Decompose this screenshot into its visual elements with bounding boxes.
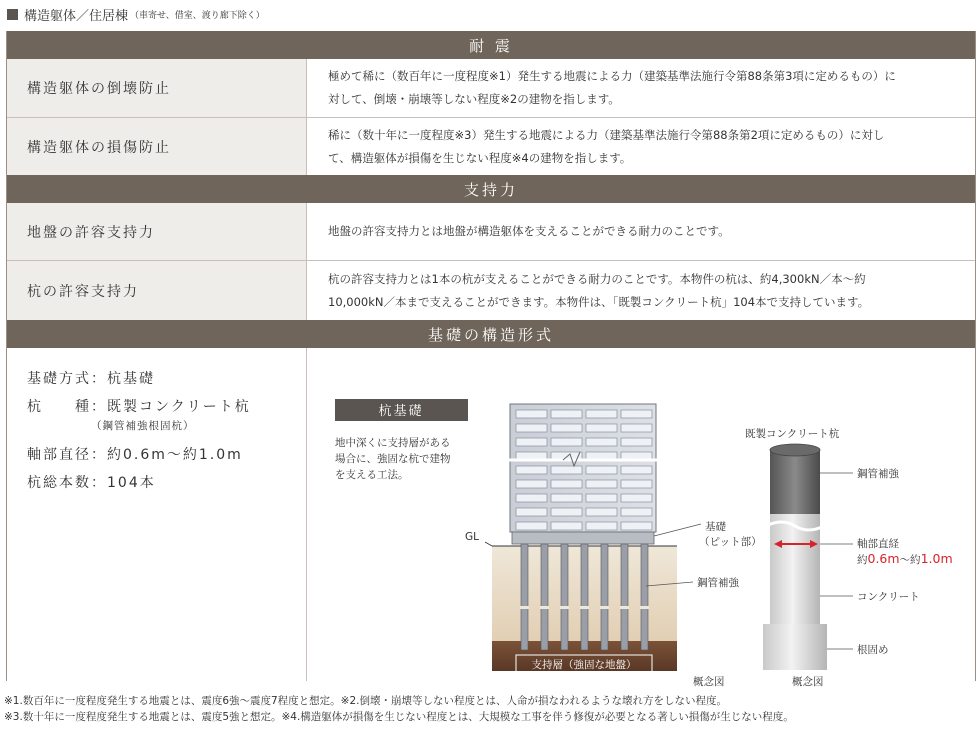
spec-table <box>6 31 976 688</box>
window <box>551 494 582 502</box>
row-label-ground-capacity <box>7 203 307 260</box>
row-label-collapse-prevention <box>7 59 307 117</box>
section-title-taishin: 耐 震 <box>469 36 513 55</box>
footnote-line: ※1.数百年に一度程度発生する地震とは、震度6強〜震度7程度と想定。※2.倒壊・崩壊等しない程度とは、人命が損なわれるような壊れ方をしない程度。 <box>4 695 727 707</box>
spec-pile-type: 杭 種：既製コンクリート杭 <box>27 399 251 415</box>
window <box>586 508 617 516</box>
pile-break-mark <box>640 606 649 609</box>
window <box>621 410 652 418</box>
pile <box>621 544 628 650</box>
section-title-kiso: 基礎の構造形式 <box>427 325 554 344</box>
row-desc-ground-capacity <box>308 203 975 260</box>
window <box>621 508 652 516</box>
window <box>586 466 617 474</box>
window <box>551 480 582 488</box>
row-desc-pile-capacity <box>308 261 975 320</box>
steel-label-left: 鋼管補強 <box>697 577 739 589</box>
window <box>621 424 652 432</box>
concept-label-left: 概念図 <box>693 676 725 688</box>
pile-break-mark <box>600 606 609 609</box>
gl-leader-line <box>485 542 492 546</box>
foundation-specs <box>7 348 307 681</box>
pile-break-mark <box>540 606 549 609</box>
section-header-kiso <box>7 320 975 348</box>
shaft-mid: 〜約 <box>899 554 921 566</box>
window <box>551 438 582 446</box>
pile <box>601 544 608 650</box>
window <box>586 424 617 432</box>
spec-pile-type-sub: （鋼管補強根固杭） <box>91 420 195 432</box>
row-label-text: 構造躯体の倒壊防止 <box>27 81 171 97</box>
pile <box>561 544 568 650</box>
row-label-text: 地盤の許容支持力 <box>27 224 155 241</box>
row-label-text: 杭の許容支持力 <box>27 283 139 300</box>
row-label-text: 構造躯体の損傷防止 <box>27 139 171 156</box>
root-fixing <box>763 624 827 670</box>
pile <box>521 544 528 650</box>
window <box>586 438 617 446</box>
root-label: 根固め <box>857 644 889 656</box>
pit-label-sub: （ピット部） <box>699 536 762 548</box>
window <box>551 410 582 418</box>
page-title-note: （車寄せ、借室、渡り廊下除く） <box>130 10 265 21</box>
section-header-taishin <box>7 31 975 59</box>
pile <box>541 544 548 650</box>
window <box>621 494 652 502</box>
row-desc-line: て、構造躯体が損傷を生じない程度※4の建物を指します。 <box>328 150 632 165</box>
row-desc-line: 10,000kN／本まで支えることができます。本物件は、「既製コンクリート杭」104本で支持しています。 <box>328 294 870 309</box>
window <box>586 480 617 488</box>
window <box>516 480 547 488</box>
concept-label-right: 概念図 <box>792 676 824 688</box>
square-bullet-icon <box>7 9 18 20</box>
shaft-max: 1.0m <box>920 551 953 566</box>
pile <box>581 544 588 650</box>
row-desc-damage-prevention <box>308 118 975 175</box>
window <box>516 522 547 530</box>
shaft-prefix: 約 <box>857 554 868 566</box>
window <box>516 438 547 446</box>
window <box>516 424 547 432</box>
spec-count: 杭総本数：104本 <box>27 475 156 491</box>
window <box>551 424 582 432</box>
window <box>586 494 617 502</box>
window <box>586 522 617 530</box>
window <box>551 508 582 516</box>
row-label-pile-capacity <box>7 261 307 320</box>
gl-label: GL <box>465 531 479 543</box>
steel-label-right: 鋼管補強 <box>857 468 899 480</box>
row-desc-line: 杭の許容支持力とは1本の杭が支えることができる耐力のことです。本物件の杭は、約4,300kN／本〜約 <box>328 271 866 286</box>
method-badge-label: 杭基礎 <box>378 404 424 419</box>
pile-top <box>770 444 820 456</box>
pile-break-mark <box>560 606 569 609</box>
section-header-shijiryoku <box>7 175 975 203</box>
footnotes <box>4 693 794 725</box>
pile-foundation-illustration <box>308 348 975 688</box>
row-desc-line: 対して、倒壊・崩壊等しない程度※2の建物を指します。 <box>328 92 620 106</box>
pile <box>641 544 648 650</box>
window <box>621 522 652 530</box>
pile-break-mark <box>580 606 589 609</box>
pile-shaft <box>770 513 820 641</box>
window <box>516 508 547 516</box>
window <box>621 438 652 446</box>
spec-diameter: 軸部直径：約0.6m〜約1.0m <box>27 447 243 463</box>
method-desc-line: 地中深くに支持層がある <box>335 437 451 449</box>
window <box>586 410 617 418</box>
pile-title: 既製コンクリート杭 <box>745 428 840 440</box>
section-title-shijiryoku: 支持力 <box>463 180 518 199</box>
method-desc-line: 場合に、強固な杭で建物 <box>335 453 451 465</box>
window <box>516 410 547 418</box>
pit-label: 基礎 <box>705 521 726 533</box>
shaft-range <box>857 551 953 566</box>
row-desc-collapse-prevention <box>308 59 975 117</box>
window <box>621 466 652 474</box>
page-title <box>7 4 265 24</box>
pile-break-mark <box>620 606 629 609</box>
foundation-pit <box>512 532 654 544</box>
row-label-damage-prevention <box>7 118 307 175</box>
shaft-min: 0.6m <box>867 551 900 566</box>
footnote-line: ※3.数十年に一度程度発生する地震とは、震度5強と想定。※4.構造躯体が損傷を生じない程度とは、大規模な工事を伴う修復が必要となる著しい損傷が生じない程度。 <box>4 711 794 723</box>
foundation-diagram <box>308 348 975 688</box>
row-desc-line: 地盤の許容支持力とは地盤が構造躯体を支えることができる耐力のことです。 <box>328 224 730 238</box>
window <box>516 466 547 474</box>
pit-leader-line <box>654 524 701 536</box>
window <box>551 466 582 474</box>
window <box>621 480 652 488</box>
window <box>516 494 547 502</box>
stratum-label: 支持層（強固な地盤） <box>531 659 637 671</box>
window <box>551 522 582 530</box>
pile-break-mark <box>520 606 529 609</box>
method-desc-line: を支える工法。 <box>335 469 409 481</box>
spec-method: 基礎方式：杭基礎 <box>27 371 155 387</box>
row-desc-line: 極めて稀に（数百年に一度程度※1）発生する地震による力（建築基準法施行令第88条第3項に定めるもの）に <box>328 69 896 83</box>
pile-steel-section <box>770 450 820 514</box>
row-desc-line: 稀に（数十年に一度程度※3）発生する地震による力（建築基準法施行令第88条第2項に定めるもの）に対し <box>328 127 885 142</box>
page-title-text: 構造躯体／住居棟 <box>24 8 129 24</box>
concrete-label: コンクリート <box>857 591 920 603</box>
shaft-label: 軸部直経 <box>857 538 899 550</box>
